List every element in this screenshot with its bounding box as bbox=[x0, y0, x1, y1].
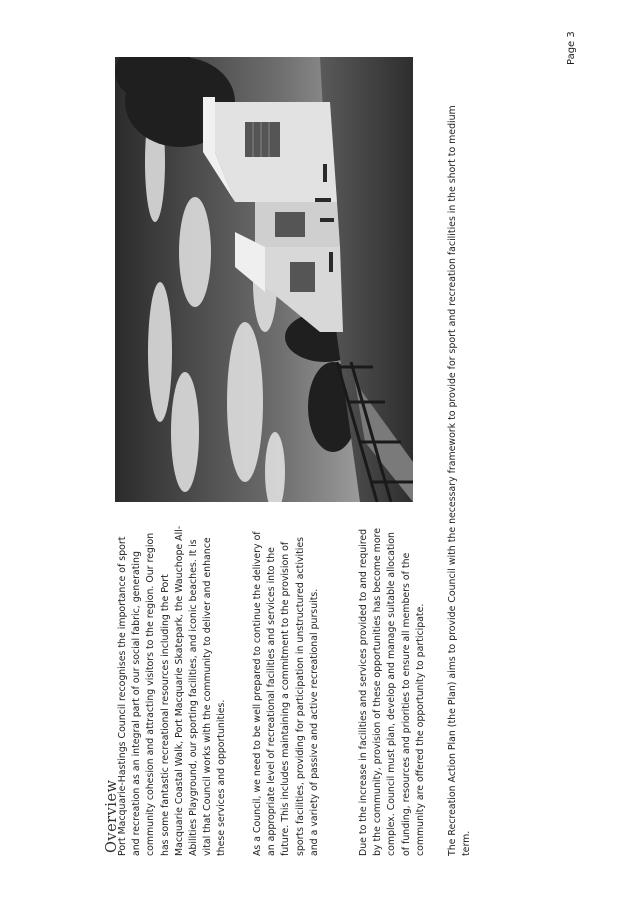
paragraph-council: As a Council, we need to be well prepared to continue the delivery of an appropriate level of recreational facilities and services into the future. This includes maintaining a commitment to the provision of sports facilities, providing for participation in unstructured activities and a variety of passive and active recreational pursuits. bbox=[252, 531, 320, 856]
page-heading: Overview bbox=[103, 779, 120, 853]
paragraph-increase: Due to the increase in facilities and services provided to and required by the community, provision of these opportunities has become more complex. Council must plan, develop and manage suitable allocation of funding, resources and priorities to ensure all members of the community are offered the opportunity to participate. bbox=[358, 528, 426, 856]
paragraph-plan: The Recreation Action Plan (the Plan) aims to provide Council with the necessary framework to provide for sport and recreation facilities in the short to medium term. bbox=[447, 105, 473, 856]
paragraph-intro: Port Macquarie-Hastings Council recognises the importance of sport and recreation as an integral part of our social fabric, generating community cohesion and attracting visitors to the region. Our region has some fantastic recreational resources including the Port Macquarie Coastal Walk, Port Macquarie Skatepark, the Wauchope All-Abilities Playground, our sporting facilities, and iconic beaches. It is vital that Council works with the community to deliver and enhance these services and opportunities. bbox=[117, 525, 228, 856]
page-number: Page 3 bbox=[566, 31, 577, 65]
surf-club-photo bbox=[115, 57, 413, 502]
